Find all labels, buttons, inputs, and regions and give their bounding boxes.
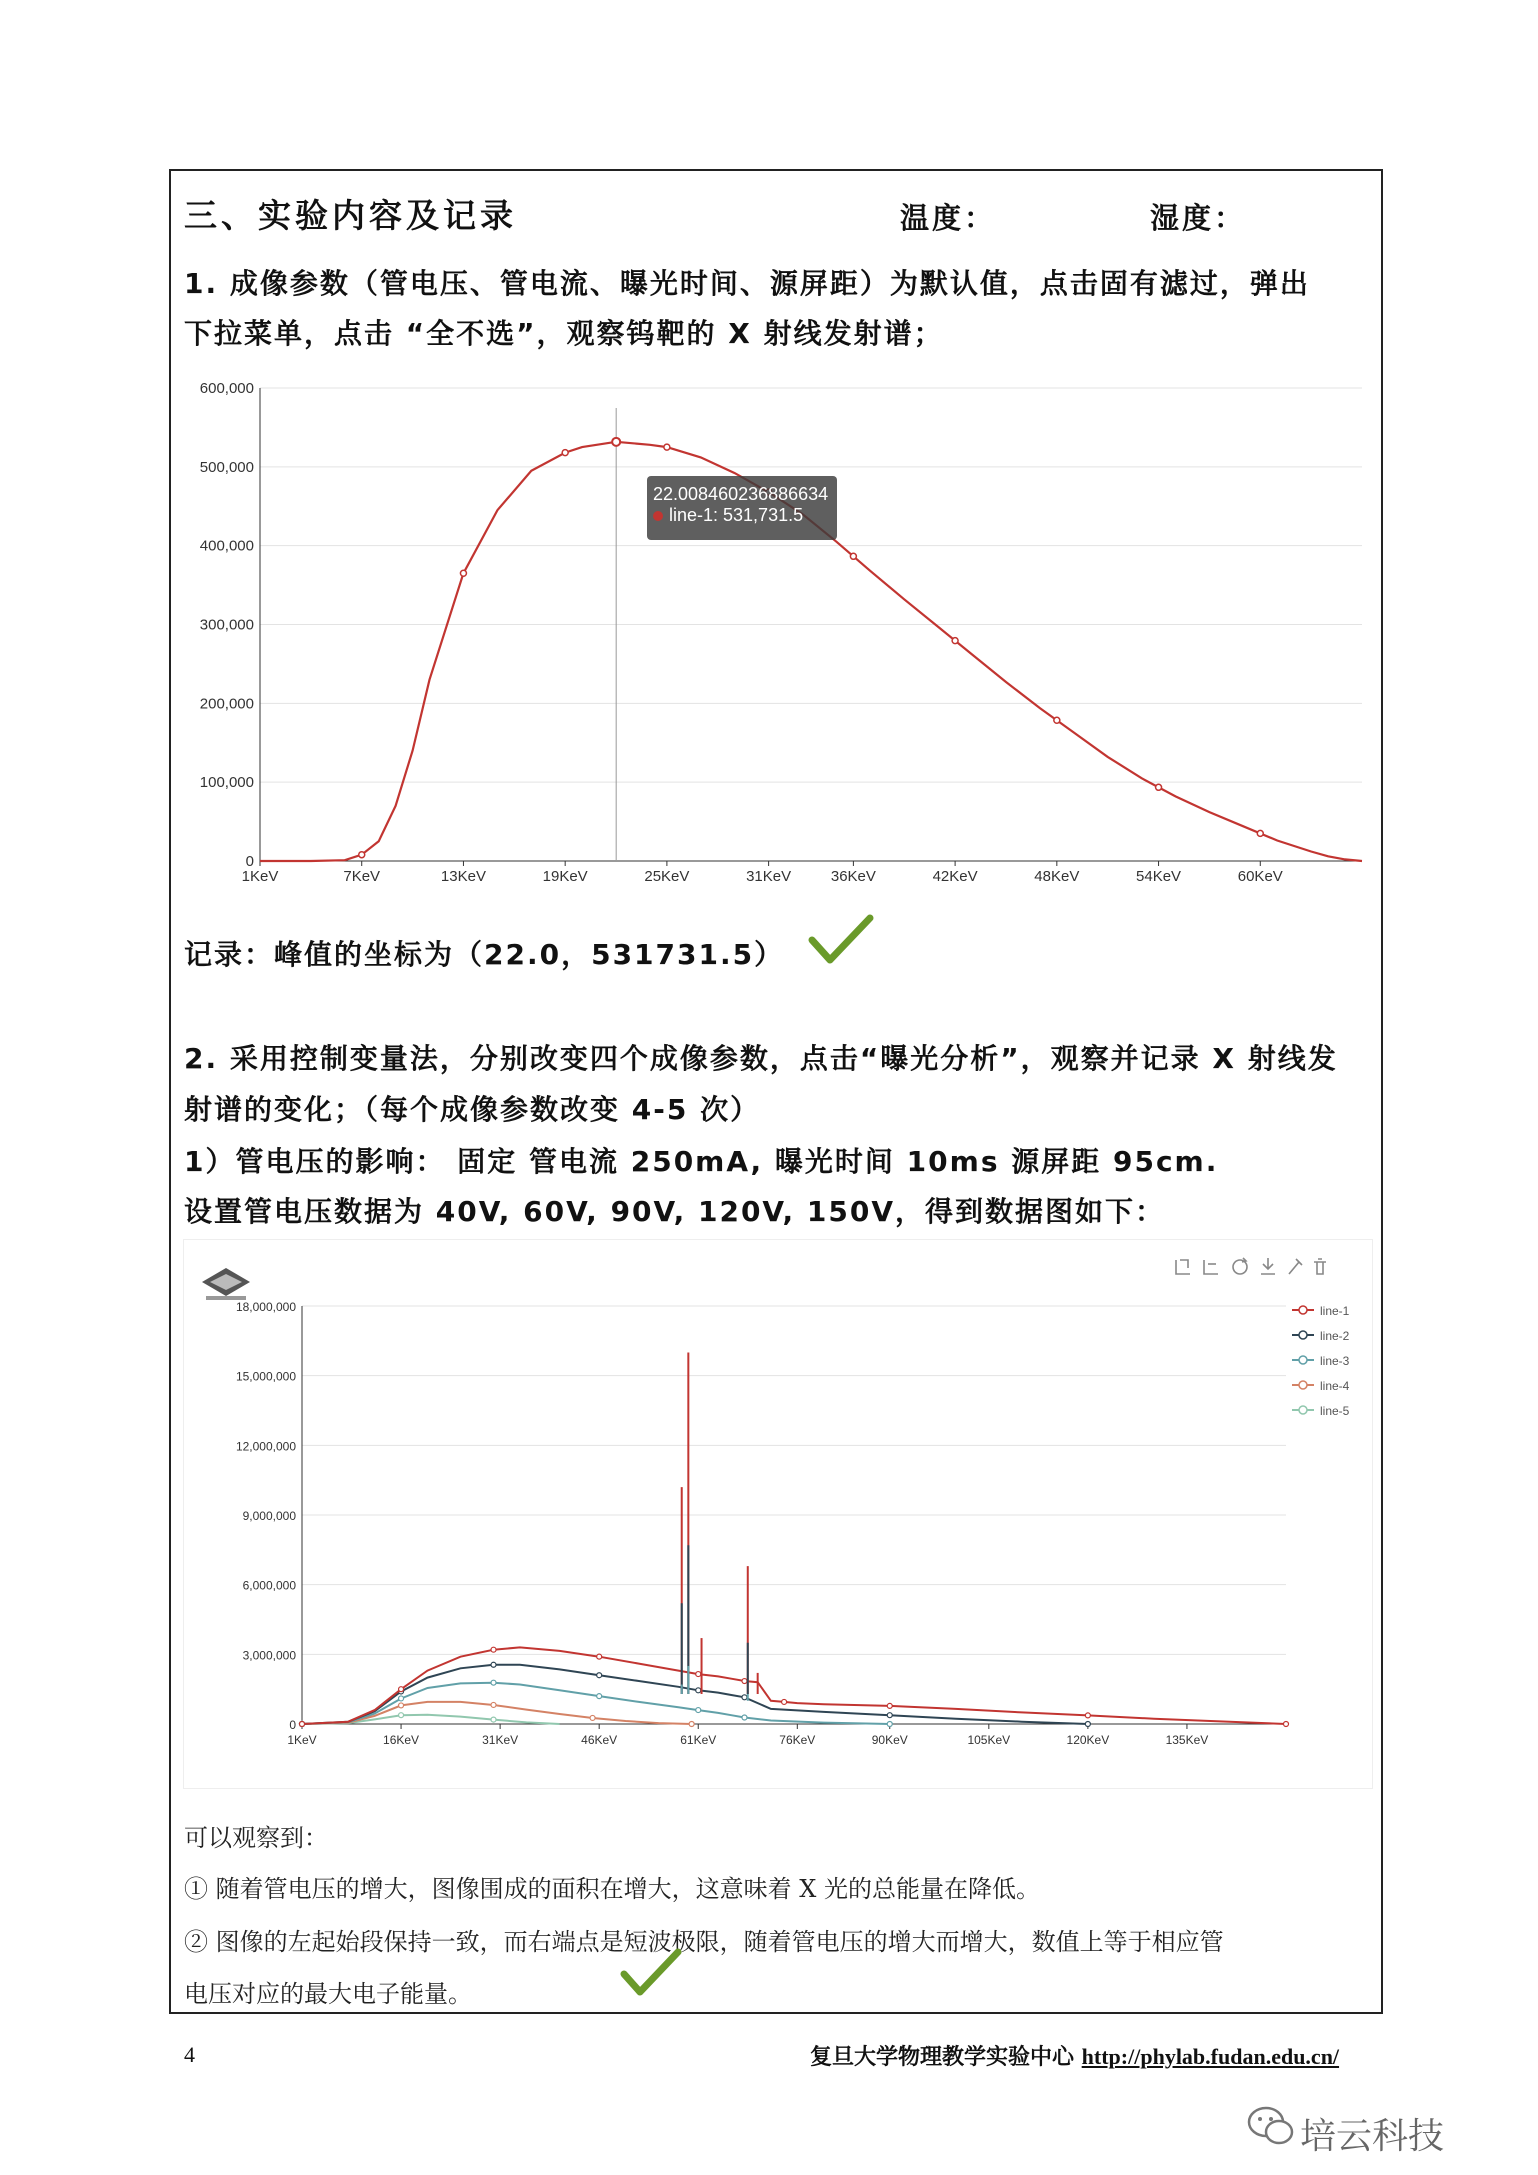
- legend-label: line-2: [1320, 1329, 1350, 1343]
- x-tick-label: 36KeV: [830, 868, 876, 885]
- item2-line1: 2. 采用控制变量法，分别改变四个成像参数，点击“曝光分析”，观察并记录 X 射线发: [184, 1042, 1338, 1075]
- observation-1: ① 随着管电压的增大，图像围成的面积在增大，这意味着 X 光的总能量在降低。: [184, 1875, 1040, 1903]
- peak-record: 记录：峰值的坐标为（22.0，531731.5）: [184, 938, 785, 971]
- data-point: [597, 1654, 602, 1659]
- tube-voltage-chart: [184, 1290, 1374, 1760]
- observation-intro: 可以观察到：: [184, 1824, 328, 1852]
- data-point: [1054, 717, 1060, 723]
- item2-line2: 射谱的变化；（每个成像参数改变 4-5 次）: [184, 1093, 761, 1126]
- legend-label: line-3: [1320, 1354, 1350, 1368]
- legend-item-line-3[interactable]: [1292, 1354, 1350, 1368]
- data-point: [887, 1722, 892, 1727]
- y-tick-label: 12,000,000: [235, 1439, 296, 1454]
- watermark-text: 培云科技: [1300, 2116, 1445, 2157]
- x-tick-label: 25KeV: [644, 868, 690, 885]
- y-tick-label: 500,000: [199, 458, 254, 476]
- y-tick-label: 0: [245, 853, 254, 870]
- data-point: [1085, 1722, 1090, 1727]
- legend-label: line-4: [1320, 1379, 1350, 1393]
- x-tick-label: 60KeV: [1237, 868, 1283, 885]
- data-point: [887, 1713, 892, 1718]
- humidity-label: 湿度：: [1150, 201, 1247, 235]
- checkmark-icon: [620, 1946, 682, 1998]
- data-point: [1284, 1722, 1289, 1727]
- data-point: [597, 1694, 602, 1699]
- restore-icon[interactable]: [1233, 1258, 1247, 1274]
- y-tick-label: 400,000: [199, 537, 254, 555]
- x-tick-label: 31KeV: [482, 1733, 519, 1747]
- legend-item-line-2[interactable]: [1292, 1329, 1350, 1343]
- x-tick-label: 19KeV: [542, 868, 588, 885]
- y-tick-label: 0: [289, 1718, 296, 1732]
- observation-2-line1: ② 图像的左起始段保持一致，而右端点是短波极限，随着管电压的增大而增大，数值上等于相应管: [184, 1928, 1224, 1956]
- footer-org: 复旦大学物理教学实验中心: [810, 2045, 1082, 2070]
- emission-spectrum-chart: [184, 372, 1374, 892]
- y-tick-label: 18,000,000: [235, 1300, 296, 1314]
- brush-icon[interactable]: [1289, 1259, 1302, 1274]
- data-point: [562, 450, 568, 456]
- data-point: [952, 638, 958, 644]
- data-point: [664, 444, 670, 450]
- data-point: [696, 1708, 701, 1713]
- temperature-label: 温度：: [900, 201, 997, 235]
- data-point: [359, 852, 365, 858]
- legend-label: line-1: [1320, 1304, 1350, 1318]
- data-point: [460, 570, 466, 576]
- legend-item-line-1[interactable]: [1292, 1304, 1350, 1318]
- data-point: [491, 1702, 496, 1707]
- data-point: [300, 1722, 305, 1727]
- data-point: [742, 1695, 747, 1700]
- data-point: [597, 1673, 602, 1678]
- y-tick-label: 15,000,000: [235, 1369, 296, 1384]
- download-icon[interactable]: [1261, 1258, 1275, 1274]
- y-tick-label: 9,000,000: [242, 1509, 296, 1523]
- data-point: [696, 1672, 701, 1677]
- footer-url[interactable]: http://phylab.fudan.edu.cn/: [1081, 2044, 1340, 2069]
- y-tick-label: 3,000,000: [242, 1648, 296, 1663]
- data-point: [1156, 784, 1162, 790]
- data-point: [782, 1699, 787, 1704]
- x-tick-label: 42KeV: [932, 868, 978, 885]
- x-tick-label: 31KeV: [746, 868, 792, 885]
- zoom-icon[interactable]: [1176, 1260, 1190, 1274]
- data-point: [742, 1715, 747, 1720]
- chart-toolbox[interactable]: [1172, 1254, 1352, 1280]
- item2-sub1: 1）管电压的影响： 固定 管电流 250mA, 曝光时间 10ms 源屏距 95cm.: [184, 1145, 1219, 1178]
- tooltip-series-label: line-1: 531,731.5: [669, 505, 804, 525]
- data-point: [850, 553, 856, 559]
- y-tick-label: 600,000: [199, 380, 254, 397]
- data-point: [399, 1696, 404, 1701]
- x-tick-label: 105KeV: [967, 1733, 1011, 1747]
- x-tick-label: 1KeV: [287, 1733, 317, 1747]
- legend-item-line-4[interactable]: [1292, 1379, 1350, 1393]
- trash-icon[interactable]: [1314, 1259, 1326, 1274]
- x-tick-label: 90KeV: [871, 1733, 908, 1747]
- highlighted-point: [612, 438, 620, 446]
- data-point: [491, 1662, 496, 1667]
- legend-label: line-5: [1320, 1404, 1350, 1418]
- data-point: [399, 1713, 404, 1718]
- data-point: [491, 1680, 496, 1685]
- x-tick-label: 7KeV: [343, 868, 381, 885]
- page-number: 4: [184, 2042, 195, 2067]
- x-tick-label: 46KeV: [581, 1733, 618, 1747]
- section-title: 三、实验内容及记录: [184, 196, 517, 235]
- data-point: [1085, 1713, 1090, 1718]
- item1-line2: 下拉菜单，点击 “全不选”，观察钨靶的 X 射线发射谱；: [184, 317, 944, 350]
- data-point: [399, 1703, 404, 1708]
- legend-marker: [1299, 1306, 1307, 1314]
- wechat-icon: [1246, 2104, 1296, 2148]
- x-tick-label: 61KeV: [680, 1733, 717, 1747]
- y-tick-label: 200,000: [199, 695, 254, 713]
- item1-line1: 1. 成像参数（管电压、管电流、曝光时间、源屏距）为默认值，点击固有滤过，弹出: [184, 267, 1310, 300]
- data-point: [689, 1722, 694, 1727]
- checkmark-icon: [808, 912, 874, 966]
- legend-marker: [1299, 1331, 1307, 1339]
- observation-2-line2: 电压对应的最大电子能量。: [184, 1980, 472, 2008]
- legend-marker: [1299, 1356, 1307, 1364]
- chart-tooltip: [647, 476, 837, 540]
- legend-marker: [1299, 1381, 1307, 1389]
- x-tick-label: 120KeV: [1066, 1733, 1110, 1747]
- item2-sub2: 设置管电压数据为 40V, 60V, 90V, 120V, 150V，得到数据图如下：: [184, 1195, 1165, 1228]
- data-point: [887, 1703, 892, 1708]
- legend-marker: [1299, 1406, 1307, 1414]
- zoom-reset-icon[interactable]: [1204, 1260, 1218, 1274]
- tooltip-series-dot: [653, 511, 663, 521]
- x-tick-label: 76KeV: [779, 1733, 816, 1747]
- x-tick-label: 135KeV: [1165, 1733, 1209, 1747]
- x-tick-label: 13KeV: [440, 868, 486, 885]
- y-tick-label: 6,000,000: [242, 1578, 296, 1593]
- y-tick-label: 100,000: [199, 774, 254, 792]
- x-tick-label: 54KeV: [1136, 868, 1182, 885]
- legend-item-line-5[interactable]: [1292, 1404, 1350, 1418]
- y-tick-label: 300,000: [199, 616, 254, 634]
- data-point: [590, 1715, 595, 1720]
- x-tick-label: 16KeV: [383, 1733, 420, 1747]
- data-point: [491, 1647, 496, 1652]
- x-tick-label: 48KeV: [1034, 868, 1080, 885]
- data-point: [1257, 830, 1263, 836]
- footer-center: [810, 2040, 1339, 2071]
- data-point: [491, 1717, 496, 1722]
- data-point: [742, 1679, 747, 1684]
- tooltip-x-value: 22.008460236886634: [653, 484, 829, 504]
- x-tick-label: 1KeV: [241, 868, 279, 885]
- data-point: [399, 1687, 404, 1692]
- data-point: [696, 1688, 701, 1693]
